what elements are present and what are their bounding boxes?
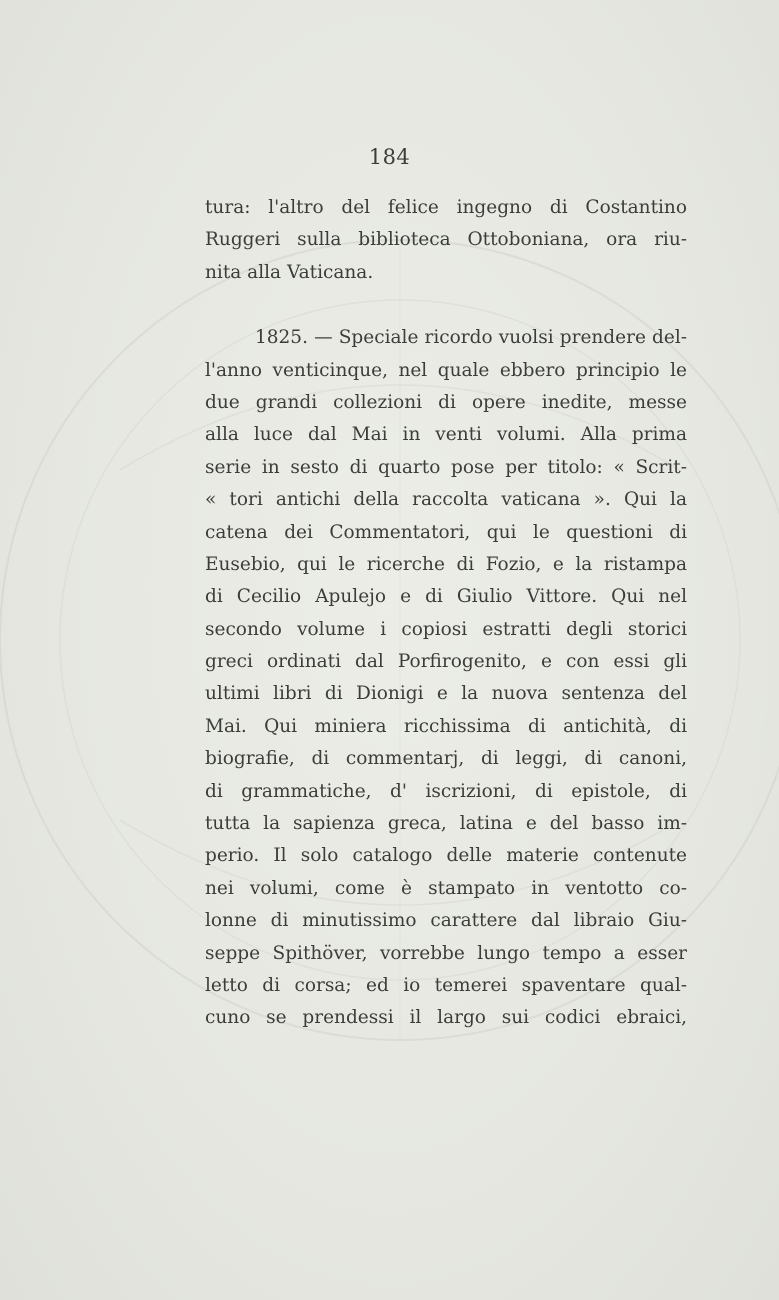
text-line: alla luce dal Mai in venti volumi. Alla prima xyxy=(205,424,687,446)
text-line: « tori antichi della raccolta vaticana ». Qui la xyxy=(205,489,687,511)
text-line: due grandi collezioni di opere inedite, messe xyxy=(205,391,687,413)
text-line: tura: l'altro del felice ingegno di Costantino xyxy=(205,197,687,218)
text-line: ultimi libri di Dionigi e la nuova sentenza del xyxy=(205,683,687,705)
text-line: Ruggeri sulla biblioteca Ottoboniana, ora riu- xyxy=(205,229,687,251)
body-text xyxy=(205,192,687,1035)
text-line: l'anno venticinque, nel quale ebbero principio le xyxy=(205,359,687,381)
text-line: nita alla Vaticana. xyxy=(205,261,374,283)
text-line: seppe Spithöver, vorrebbe lungo tempo a esser xyxy=(205,942,687,964)
page-number: 184 xyxy=(368,145,411,169)
text-line: serie in sesto di quarto pose per titolo: « Scrit- xyxy=(205,456,687,478)
text-line: 1825. — Speciale ricordo vuolsi prendere del- xyxy=(255,327,687,349)
text-line: di Cecilio Apulejo e di Giulio Vittore. Qui nel xyxy=(205,586,687,608)
text-line: Mai. Qui miniera ricchissima di antichità, di xyxy=(205,715,687,737)
paragraph-gap xyxy=(205,289,687,322)
text-line: catena dei Commentatori, qui le questioni di xyxy=(205,521,687,543)
text-line: letto di corsa; ed io temerei spaventare qual- xyxy=(205,974,687,996)
text-line: perio. Il solo catalogo delle materie contenute xyxy=(205,845,687,867)
text-line: Eusebio, qui le ricerche di Fozio, e la ristampa xyxy=(205,553,687,575)
text-line: secondo volume i copiosi estratti degli storici xyxy=(205,618,687,640)
text-line: biografie, di commentarj, di leggi, di canoni, xyxy=(205,748,687,770)
text-line: nei volumi, come è stampato in ventotto co- xyxy=(205,877,687,899)
text-line: di grammatiche, d' iscrizioni, di epistole, di xyxy=(205,780,687,802)
text-line: greci ordinati dal Porfirogenito, e con essi gli xyxy=(205,651,687,673)
text-line: lonne di minutissimo carattere dal libraio Giu- xyxy=(205,910,687,932)
text-line: cuno se prendessi il largo sui codici ebraici, xyxy=(205,1007,687,1029)
text-line: tutta la sapienza greca, latina e del basso im- xyxy=(205,813,687,835)
